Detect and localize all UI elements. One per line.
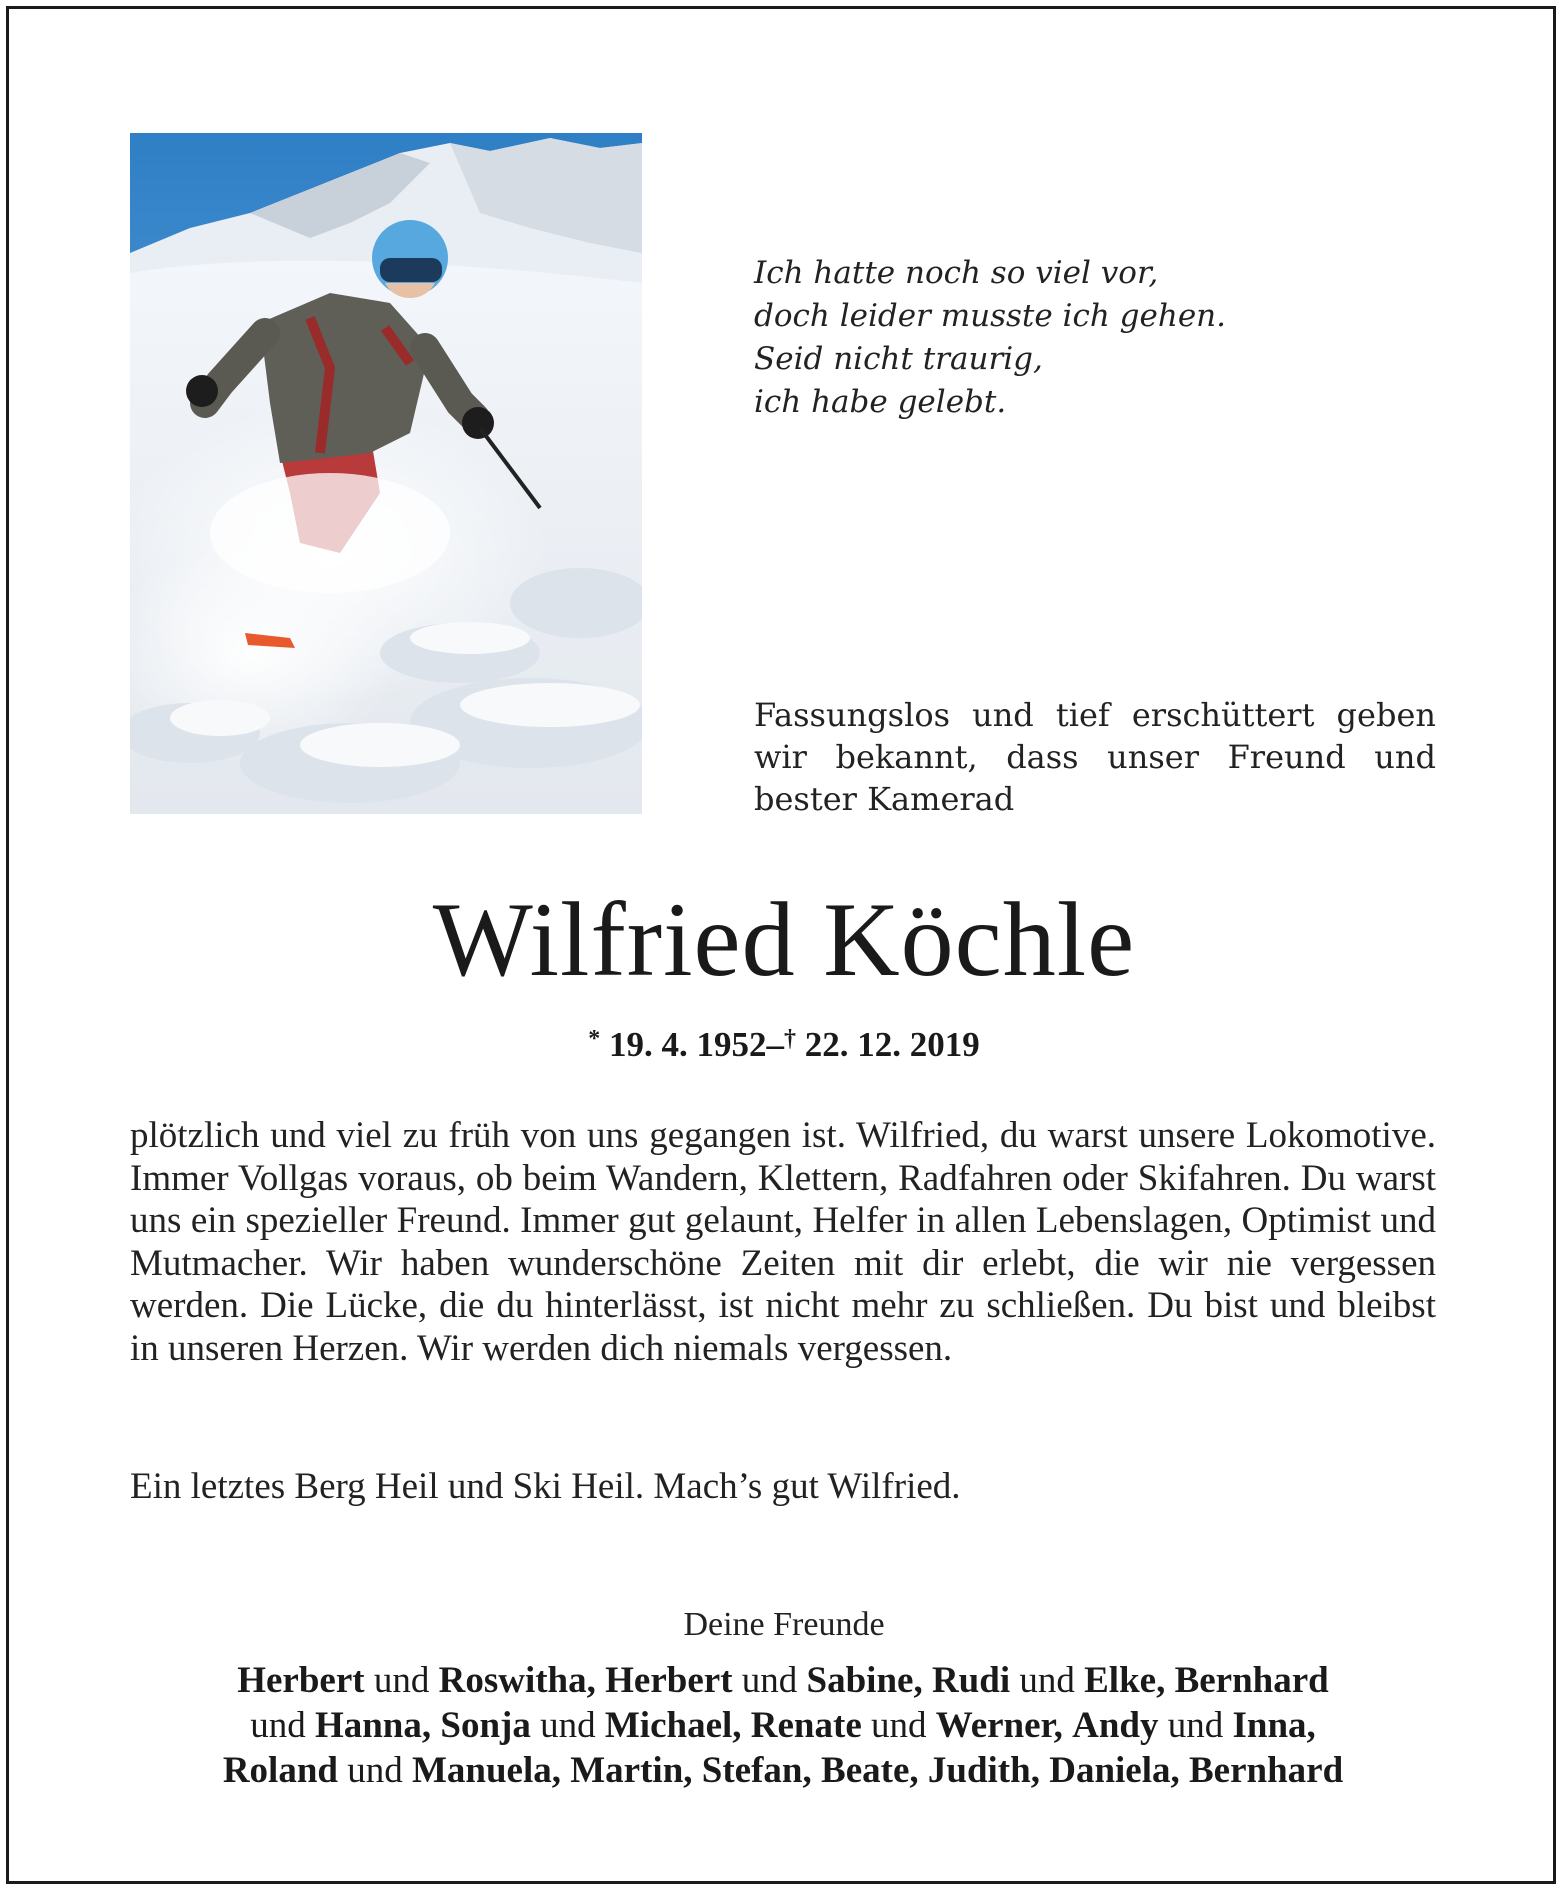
friends-title: Deine Freunde	[683, 1606, 885, 1643]
friend-name: Judith,	[927, 1750, 1040, 1791]
deceased-name: Wilfried Köchle	[432, 881, 1136, 998]
death-mark: †	[784, 1026, 796, 1052]
friends-line	[130, 1748, 1436, 1793]
connector: und	[347, 1750, 403, 1791]
closing-line: Ein letztes Berg Heil und Ski Heil. Mach’s gut Wilfried.	[130, 1466, 961, 1507]
obituary-body	[130, 1115, 1436, 1370]
connector: und	[373, 1660, 430, 1701]
friend-name: Herbert	[605, 1660, 733, 1701]
friend-name: Roswitha,	[438, 1660, 596, 1701]
poem-line: Ich hatte noch so viel vor,	[754, 255, 1159, 291]
friend-name: Roland	[222, 1750, 338, 1791]
friend-name: Daniela,	[1049, 1750, 1180, 1791]
friend-name: Michael,	[604, 1705, 742, 1746]
life-dates	[0, 1017, 1568, 1067]
friend-name: Renate	[750, 1705, 862, 1746]
poem-line: doch leider musste ich gehen.	[754, 298, 1226, 334]
poem	[754, 252, 1354, 424]
friend-name: Bernhard	[1189, 1750, 1344, 1791]
friend-name: Bernhard	[1174, 1660, 1329, 1701]
body-paragraph: plötzlich und viel zu früh von uns gegangen ist. Wilfried, du warst unsere Lokomotive. Immer Vollgas voraus, ob beim Wandern, Klettern, Radfahren oder Skifahren. Du warst uns ein spezieller Freund. Immer gut gelaunt, Helfer in allen Lebenslagen, Optimist und Mutmacher. Wir haben wunderschöne Zeiten mit dir erlebt, die wir nie vergessen werden. Die Lücke, die du hinterlässt, ist nicht mehr zu schließen. Du bist und bleibst in unseren Herzen. Wir werden dich niemals vergessen.	[130, 1115, 1436, 1369]
death-date: 22. 12. 2019	[804, 1025, 980, 1064]
connector: und	[540, 1705, 596, 1746]
connector: und	[250, 1705, 306, 1746]
date-separator: –	[766, 1025, 784, 1064]
friends-line	[130, 1658, 1436, 1703]
poem-line: ich habe gelebt.	[754, 384, 1007, 420]
birth-mark: *	[588, 1026, 601, 1052]
friend-name: Inna,	[1232, 1705, 1316, 1746]
friend-name: Martin,	[570, 1750, 693, 1791]
friends-line	[130, 1703, 1436, 1748]
friend-name: Rudi	[931, 1660, 1011, 1701]
connector: und	[741, 1660, 798, 1701]
friend-name: Sabine,	[806, 1660, 923, 1701]
friend-name: Sonja	[440, 1705, 531, 1746]
friend-name: Beate,	[821, 1750, 919, 1791]
skier-photo	[130, 133, 642, 814]
friend-name: Stefan,	[701, 1750, 812, 1791]
friend-name: Hanna,	[314, 1705, 432, 1746]
connector: und	[1167, 1705, 1224, 1746]
friends-list	[130, 1658, 1436, 1793]
friend-name: Manuela,	[411, 1750, 561, 1791]
connector: und	[871, 1705, 927, 1746]
friend-name: Andy	[1072, 1705, 1159, 1746]
connector: und	[1019, 1660, 1075, 1701]
friend-name: Elke,	[1084, 1660, 1166, 1701]
friend-name: Herbert	[237, 1660, 365, 1701]
friend-name: Werner,	[935, 1705, 1063, 1746]
poem-line: Seid nicht traurig,	[754, 341, 1043, 377]
intro-text: Fassungslos und tief erschüttert geben wir bekannt, dass unser Freund und bester Kamerad	[754, 696, 1436, 818]
birth-date: 19. 4. 1952	[609, 1025, 767, 1064]
